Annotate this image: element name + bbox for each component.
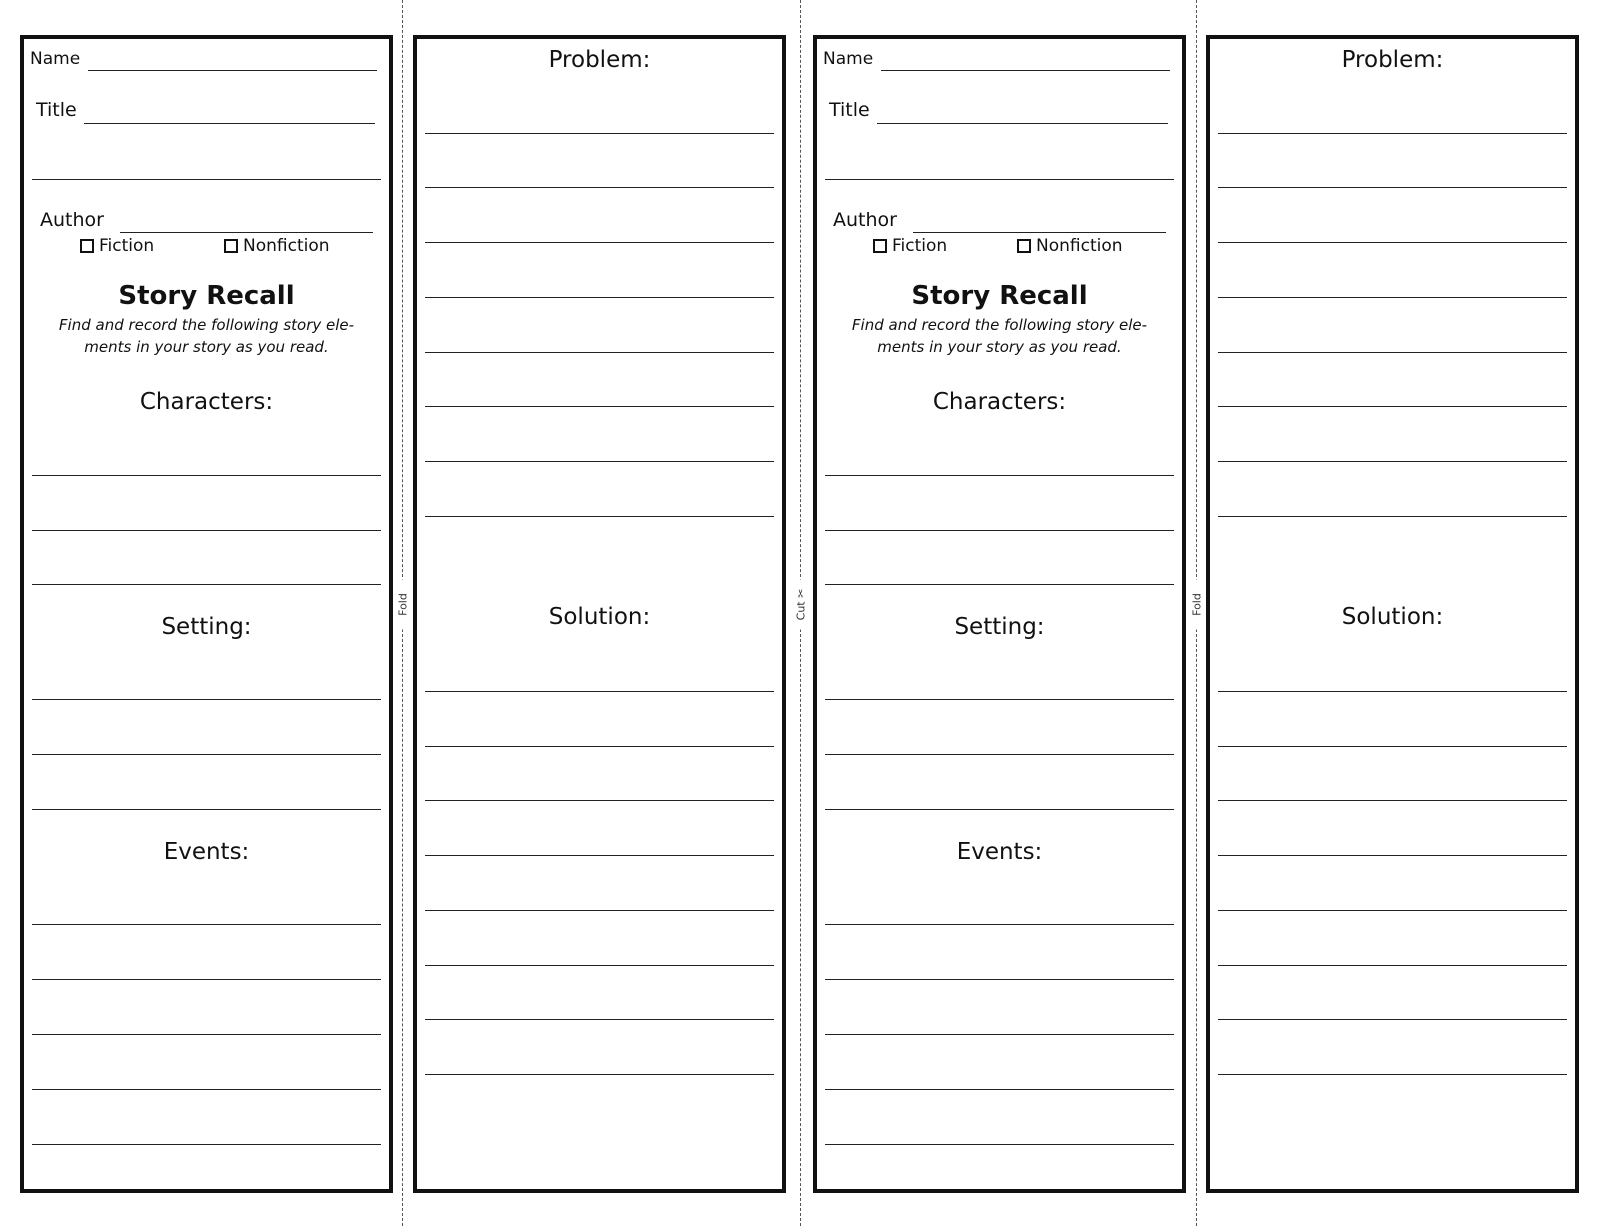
problem-line[interactable] <box>1218 352 1567 353</box>
events-heading: Events: <box>956 839 1043 865</box>
fiction-label: Fiction <box>892 236 948 256</box>
author-line[interactable] <box>120 232 373 233</box>
solution-line[interactable] <box>425 910 774 911</box>
setting-line[interactable] <box>32 699 381 700</box>
title-line-2[interactable] <box>825 179 1174 180</box>
characters-heading: Characters: <box>932 389 1067 415</box>
bookmark-back-left <box>413 35 786 1193</box>
solution-line[interactable] <box>425 1019 774 1020</box>
fiction-label: Fiction <box>99 236 155 256</box>
name-label: Name <box>30 49 81 69</box>
events-line[interactable] <box>32 924 381 925</box>
solution-line[interactable] <box>425 691 774 692</box>
setting-line[interactable] <box>32 754 381 755</box>
name-line[interactable] <box>88 70 377 71</box>
solution-line[interactable] <box>1218 691 1567 692</box>
nonfiction-checkbox[interactable] <box>1017 236 1123 256</box>
solution-line[interactable] <box>425 800 774 801</box>
bookmark-front-right <box>813 35 1186 1193</box>
instructions-line-2: ments in your story as you read. <box>84 338 329 356</box>
instructions-line-1: Find and record the following story ele- <box>58 316 355 334</box>
title-line[interactable] <box>877 123 1168 124</box>
characters-line[interactable] <box>32 530 381 531</box>
events-line[interactable] <box>825 1089 1174 1090</box>
problem-line[interactable] <box>1218 187 1567 188</box>
problem-line[interactable] <box>1218 133 1567 134</box>
fold-label-right: Fold <box>1191 580 1204 630</box>
problem-line[interactable] <box>1218 461 1567 462</box>
solution-line[interactable] <box>1218 1074 1567 1075</box>
solution-line[interactable] <box>425 965 774 966</box>
events-heading: Events: <box>163 839 250 865</box>
characters-line[interactable] <box>32 584 381 585</box>
setting-heading: Setting: <box>161 614 252 640</box>
nonfiction-label: Nonfiction <box>1036 236 1123 256</box>
problem-line[interactable] <box>1218 516 1567 517</box>
author-label: Author <box>40 209 104 231</box>
problem-line[interactable] <box>425 461 774 462</box>
setting-line[interactable] <box>825 809 1174 810</box>
solution-line[interactable] <box>425 746 774 747</box>
problem-line[interactable] <box>1218 297 1567 298</box>
nonfiction-checkbox[interactable] <box>224 236 330 256</box>
setting-heading: Setting: <box>954 614 1045 640</box>
name-line[interactable] <box>881 70 1170 71</box>
title-line[interactable] <box>84 123 375 124</box>
setting-line[interactable] <box>825 699 1174 700</box>
events-line[interactable] <box>32 979 381 980</box>
problem-heading: Problem: <box>548 47 651 73</box>
problem-line[interactable] <box>425 516 774 517</box>
events-line[interactable] <box>32 1144 381 1145</box>
fiction-checkbox[interactable] <box>80 236 154 256</box>
characters-line[interactable] <box>32 475 381 476</box>
story-recall-heading: Story Recall <box>911 281 1088 311</box>
events-line[interactable] <box>825 1034 1174 1035</box>
solution-heading: Solution: <box>548 604 651 630</box>
story-recall-heading: Story Recall <box>118 281 295 311</box>
fold-label-left: Fold <box>397 580 410 630</box>
solution-line[interactable] <box>1218 800 1567 801</box>
solution-line[interactable] <box>1218 855 1567 856</box>
problem-line[interactable] <box>1218 406 1567 407</box>
events-line[interactable] <box>825 924 1174 925</box>
author-label: Author <box>833 209 897 231</box>
solution-line[interactable] <box>425 1074 774 1075</box>
solution-line[interactable] <box>1218 965 1567 966</box>
events-line[interactable] <box>825 1144 1174 1145</box>
title-label: Title <box>36 99 77 121</box>
nonfiction-checkbox-box[interactable] <box>1017 239 1031 253</box>
bookmark-back-right <box>1206 35 1579 1193</box>
name-label: Name <box>823 49 874 69</box>
solution-line[interactable] <box>1218 746 1567 747</box>
fiction-checkbox-box[interactable] <box>873 239 887 253</box>
bookmark-front-left <box>20 35 393 1193</box>
solution-line[interactable] <box>1218 1019 1567 1020</box>
solution-line[interactable] <box>1218 910 1567 911</box>
instructions-line-1: Find and record the following story ele- <box>851 316 1148 334</box>
characters-line[interactable] <box>825 475 1174 476</box>
solution-line[interactable] <box>425 855 774 856</box>
events-line[interactable] <box>32 1089 381 1090</box>
events-line[interactable] <box>825 979 1174 980</box>
fiction-checkbox[interactable] <box>873 236 947 256</box>
fiction-checkbox-box[interactable] <box>80 239 94 253</box>
nonfiction-label: Nonfiction <box>243 236 330 256</box>
characters-heading: Characters: <box>139 389 274 415</box>
setting-line[interactable] <box>825 754 1174 755</box>
problem-heading: Problem: <box>1341 47 1444 73</box>
problem-line[interactable] <box>425 187 774 188</box>
author-line[interactable] <box>913 232 1166 233</box>
problem-line[interactable] <box>425 297 774 298</box>
problem-line[interactable] <box>425 133 774 134</box>
title-label: Title <box>829 99 870 121</box>
problem-line[interactable] <box>425 242 774 243</box>
problem-line[interactable] <box>1218 242 1567 243</box>
problem-line[interactable] <box>425 352 774 353</box>
characters-line[interactable] <box>825 584 1174 585</box>
characters-line[interactable] <box>825 530 1174 531</box>
nonfiction-checkbox-box[interactable] <box>224 239 238 253</box>
cut-label: Cut ✂ <box>795 580 808 630</box>
solution-heading: Solution: <box>1341 604 1444 630</box>
title-line-2[interactable] <box>32 179 381 180</box>
events-line[interactable] <box>32 1034 381 1035</box>
setting-line[interactable] <box>32 809 381 810</box>
instructions-line-2: ments in your story as you read. <box>877 338 1122 356</box>
problem-line[interactable] <box>425 406 774 407</box>
